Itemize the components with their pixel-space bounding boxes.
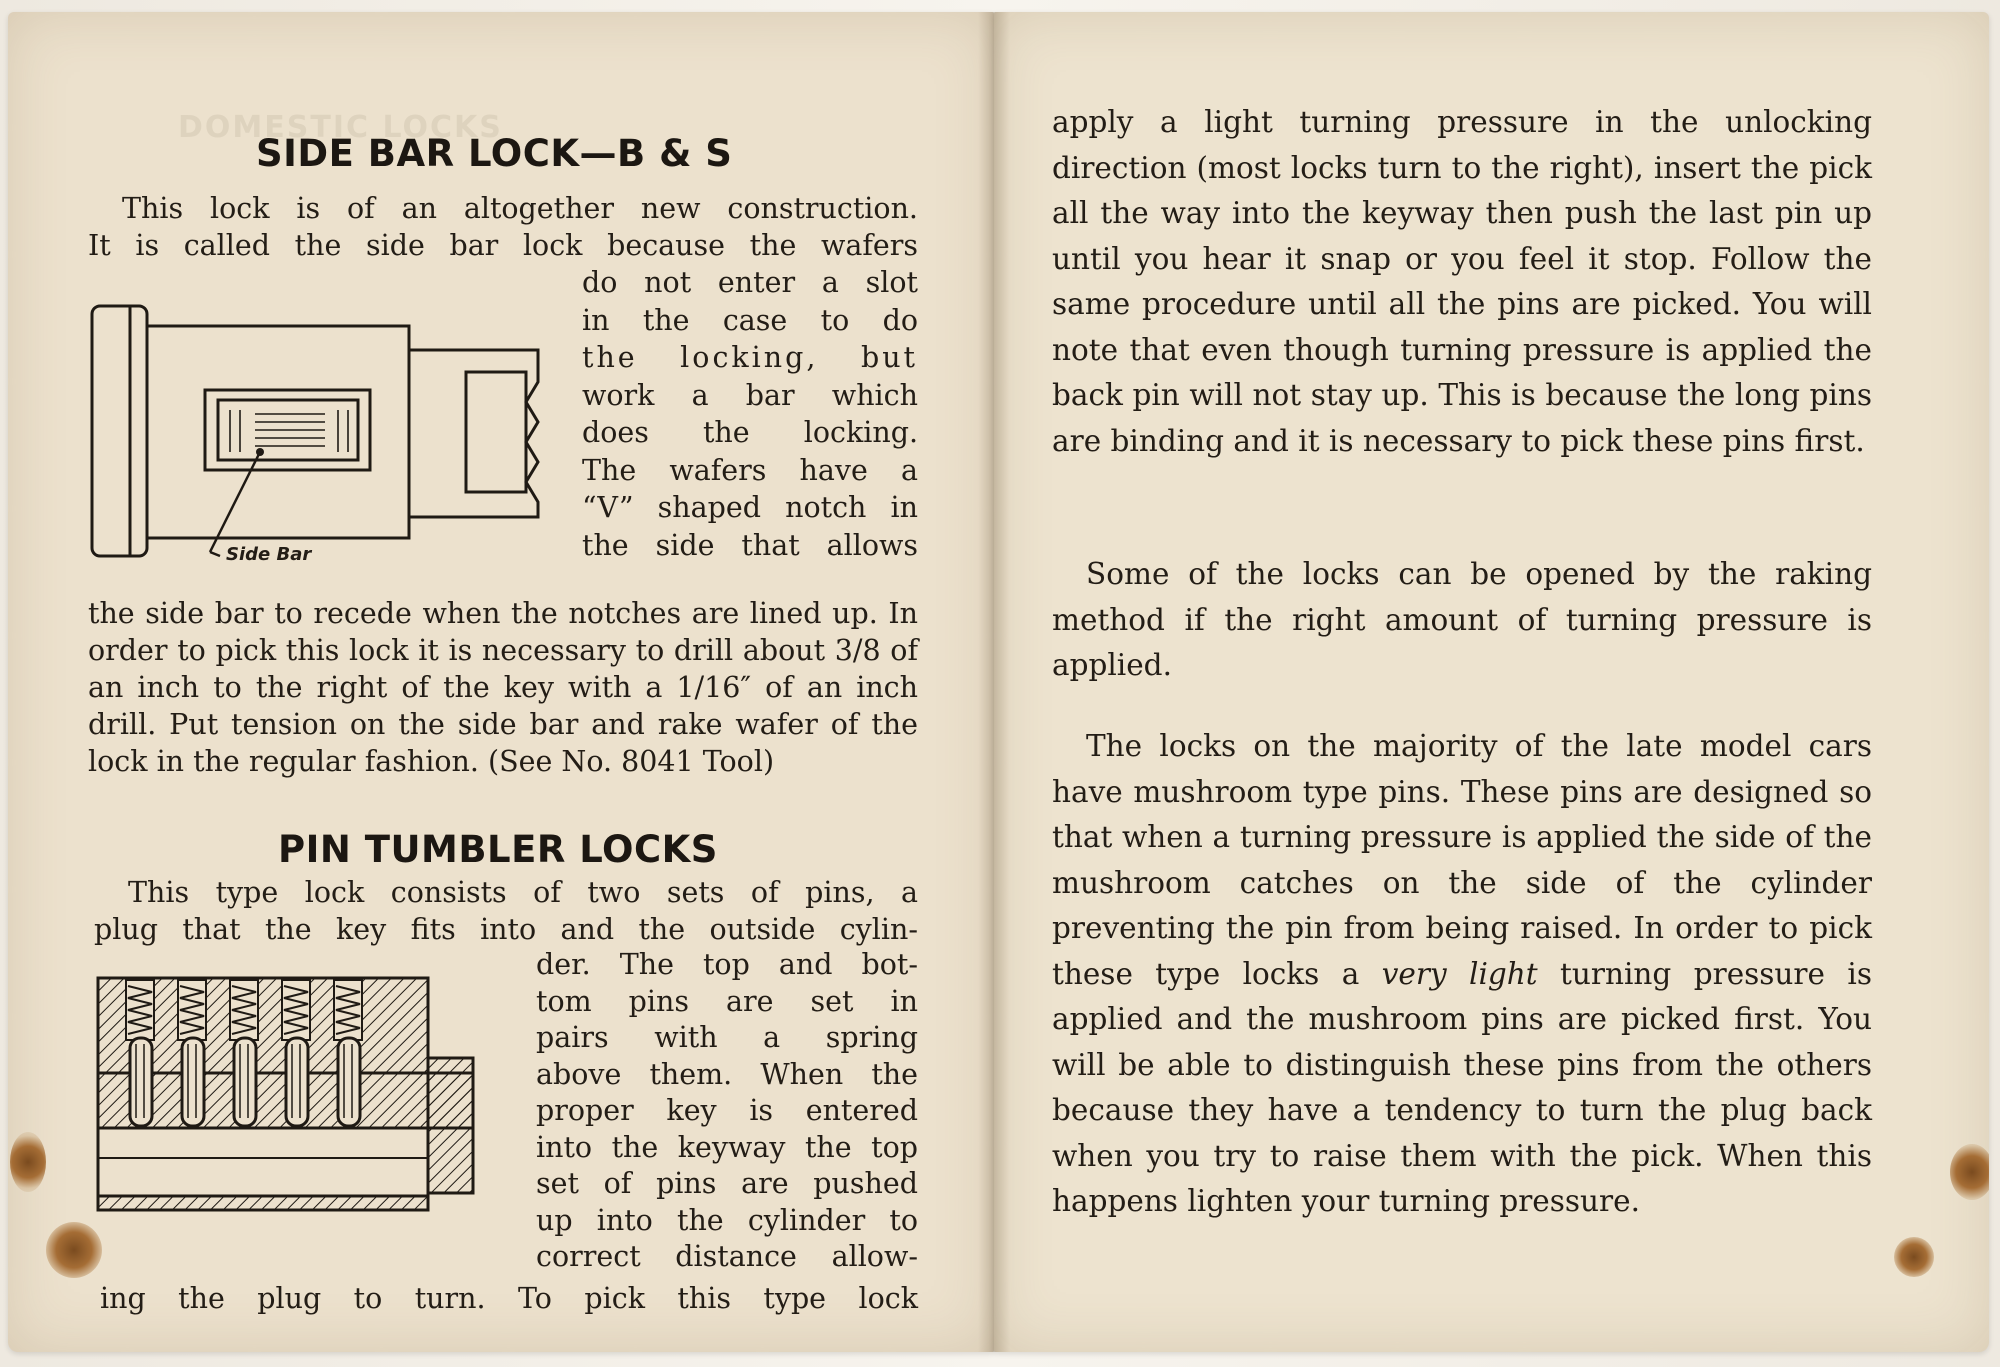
text-line: plug that the key fits into and the outside cylin- <box>94 913 918 946</box>
text-line: pairs with a spring <box>536 1021 918 1054</box>
side-bar-intro <box>88 190 918 264</box>
pin-tumbler-wrap-text <box>536 947 918 1276</box>
foxing-stain <box>1950 1144 1989 1200</box>
side-bar-lock-diagram <box>90 302 540 572</box>
text-line: work a bar which <box>582 378 918 412</box>
left-page <box>8 12 994 1352</box>
right-page <box>994 12 1989 1352</box>
text-line: does the locking. <box>582 416 918 449</box>
side-bar-lock-heading: SIDE BAR LOCK—B & S <box>256 132 733 175</box>
mushroom-text-after: turning pressure is applied and the mushroom pins are picked first. You will be able to distinguish these pins from the others because they have a tendency to turn the plug back when you try to raise them with the pick. When this happens lighten your turning pressure. <box>1052 956 1872 1218</box>
right-page-text <box>1052 724 1872 1225</box>
text-line: This type lock consists of two sets of pins, a <box>128 876 918 909</box>
foxing-stain <box>46 1222 102 1278</box>
text-line: tom pins are set in <box>536 984 918 1018</box>
right-page-text <box>1052 552 1872 689</box>
foxing-stain <box>10 1132 46 1192</box>
paragraph-raking: Some of the locks can be opened by the raking method if the right amount of turning pressure is applied. <box>1052 557 1872 682</box>
side-bar-figure-label: Side Bar <box>226 544 312 565</box>
right-page-text <box>1052 100 1872 464</box>
text-line: set of pins are pushed <box>536 1167 918 1200</box>
foxing-stain <box>1894 1237 1934 1277</box>
side-bar-wrap-text <box>582 264 918 564</box>
mushroom-text-before: The locks on the majority of the late model cars have mushroom type pins. These pins are designed so that when a turning pressure is applied the side of the mushroom catches on the side of the cylinder preventing the pin from being raised. In order to pick these type locks a <box>1052 729 1872 991</box>
text-line: proper key is entered <box>536 1094 918 1127</box>
text-line: the locking, but <box>582 341 918 374</box>
text-line: The wafers have a <box>582 453 918 487</box>
text-line: above them. When the <box>536 1057 918 1091</box>
side-bar-body: the side bar to recede when the notches are lined up. In order to pick this lock it is necessary to drill about 3/8 of an inch to the right of the key with a 1/16″ of an inch drill. Put tension on the side bar and rake wafer of the lock in the regular fashion. (See No. 8041 Tool) <box>88 597 918 778</box>
text-line: up into the cylinder to <box>536 1203 918 1237</box>
text-line: the side that allows <box>582 528 918 562</box>
paragraph-picking-procedure: apply a light turning pressure in the unlocking direction (most locks turn to the right), insert the pick all the way into the keyway then push the last pin up until you hear it snap or you feel it stop. Follow the same procedure until all the pins are picked. You will note that even though turning pressure is applied the back pin will not stay up. This is because the long pins are binding and it is necessary to pick these pins first. <box>1052 105 1872 458</box>
pin-tumbler-heading: PIN TUMBLER LOCKS <box>278 828 718 871</box>
pin-tumbler-intro <box>94 874 918 948</box>
text-line: This lock is of an altogether new construction. <box>122 192 918 225</box>
paragraph-mushroom-pins <box>1052 724 1872 1225</box>
show-through-text: DOMESTIC LOCKS <box>178 110 503 145</box>
text-line: in the case to do <box>582 303 918 337</box>
text-line: ing the plug to turn. To pick this type lock <box>100 1282 918 1315</box>
text-line: correct distance allow- <box>536 1240 918 1273</box>
text-line: der. The top and bot- <box>536 948 918 981</box>
text-line: into the keyway the top <box>536 1130 918 1164</box>
pin-tumbler-diagram <box>98 978 478 1238</box>
mushroom-text-emphasis: very light <box>1381 956 1538 991</box>
pin-tumbler-last-line <box>100 1280 918 1317</box>
text-line: It is called the side bar lock because the wafers <box>88 229 918 262</box>
text-line: do not enter a slot <box>582 266 918 299</box>
text-line: “V” shaped notch in <box>582 491 918 524</box>
